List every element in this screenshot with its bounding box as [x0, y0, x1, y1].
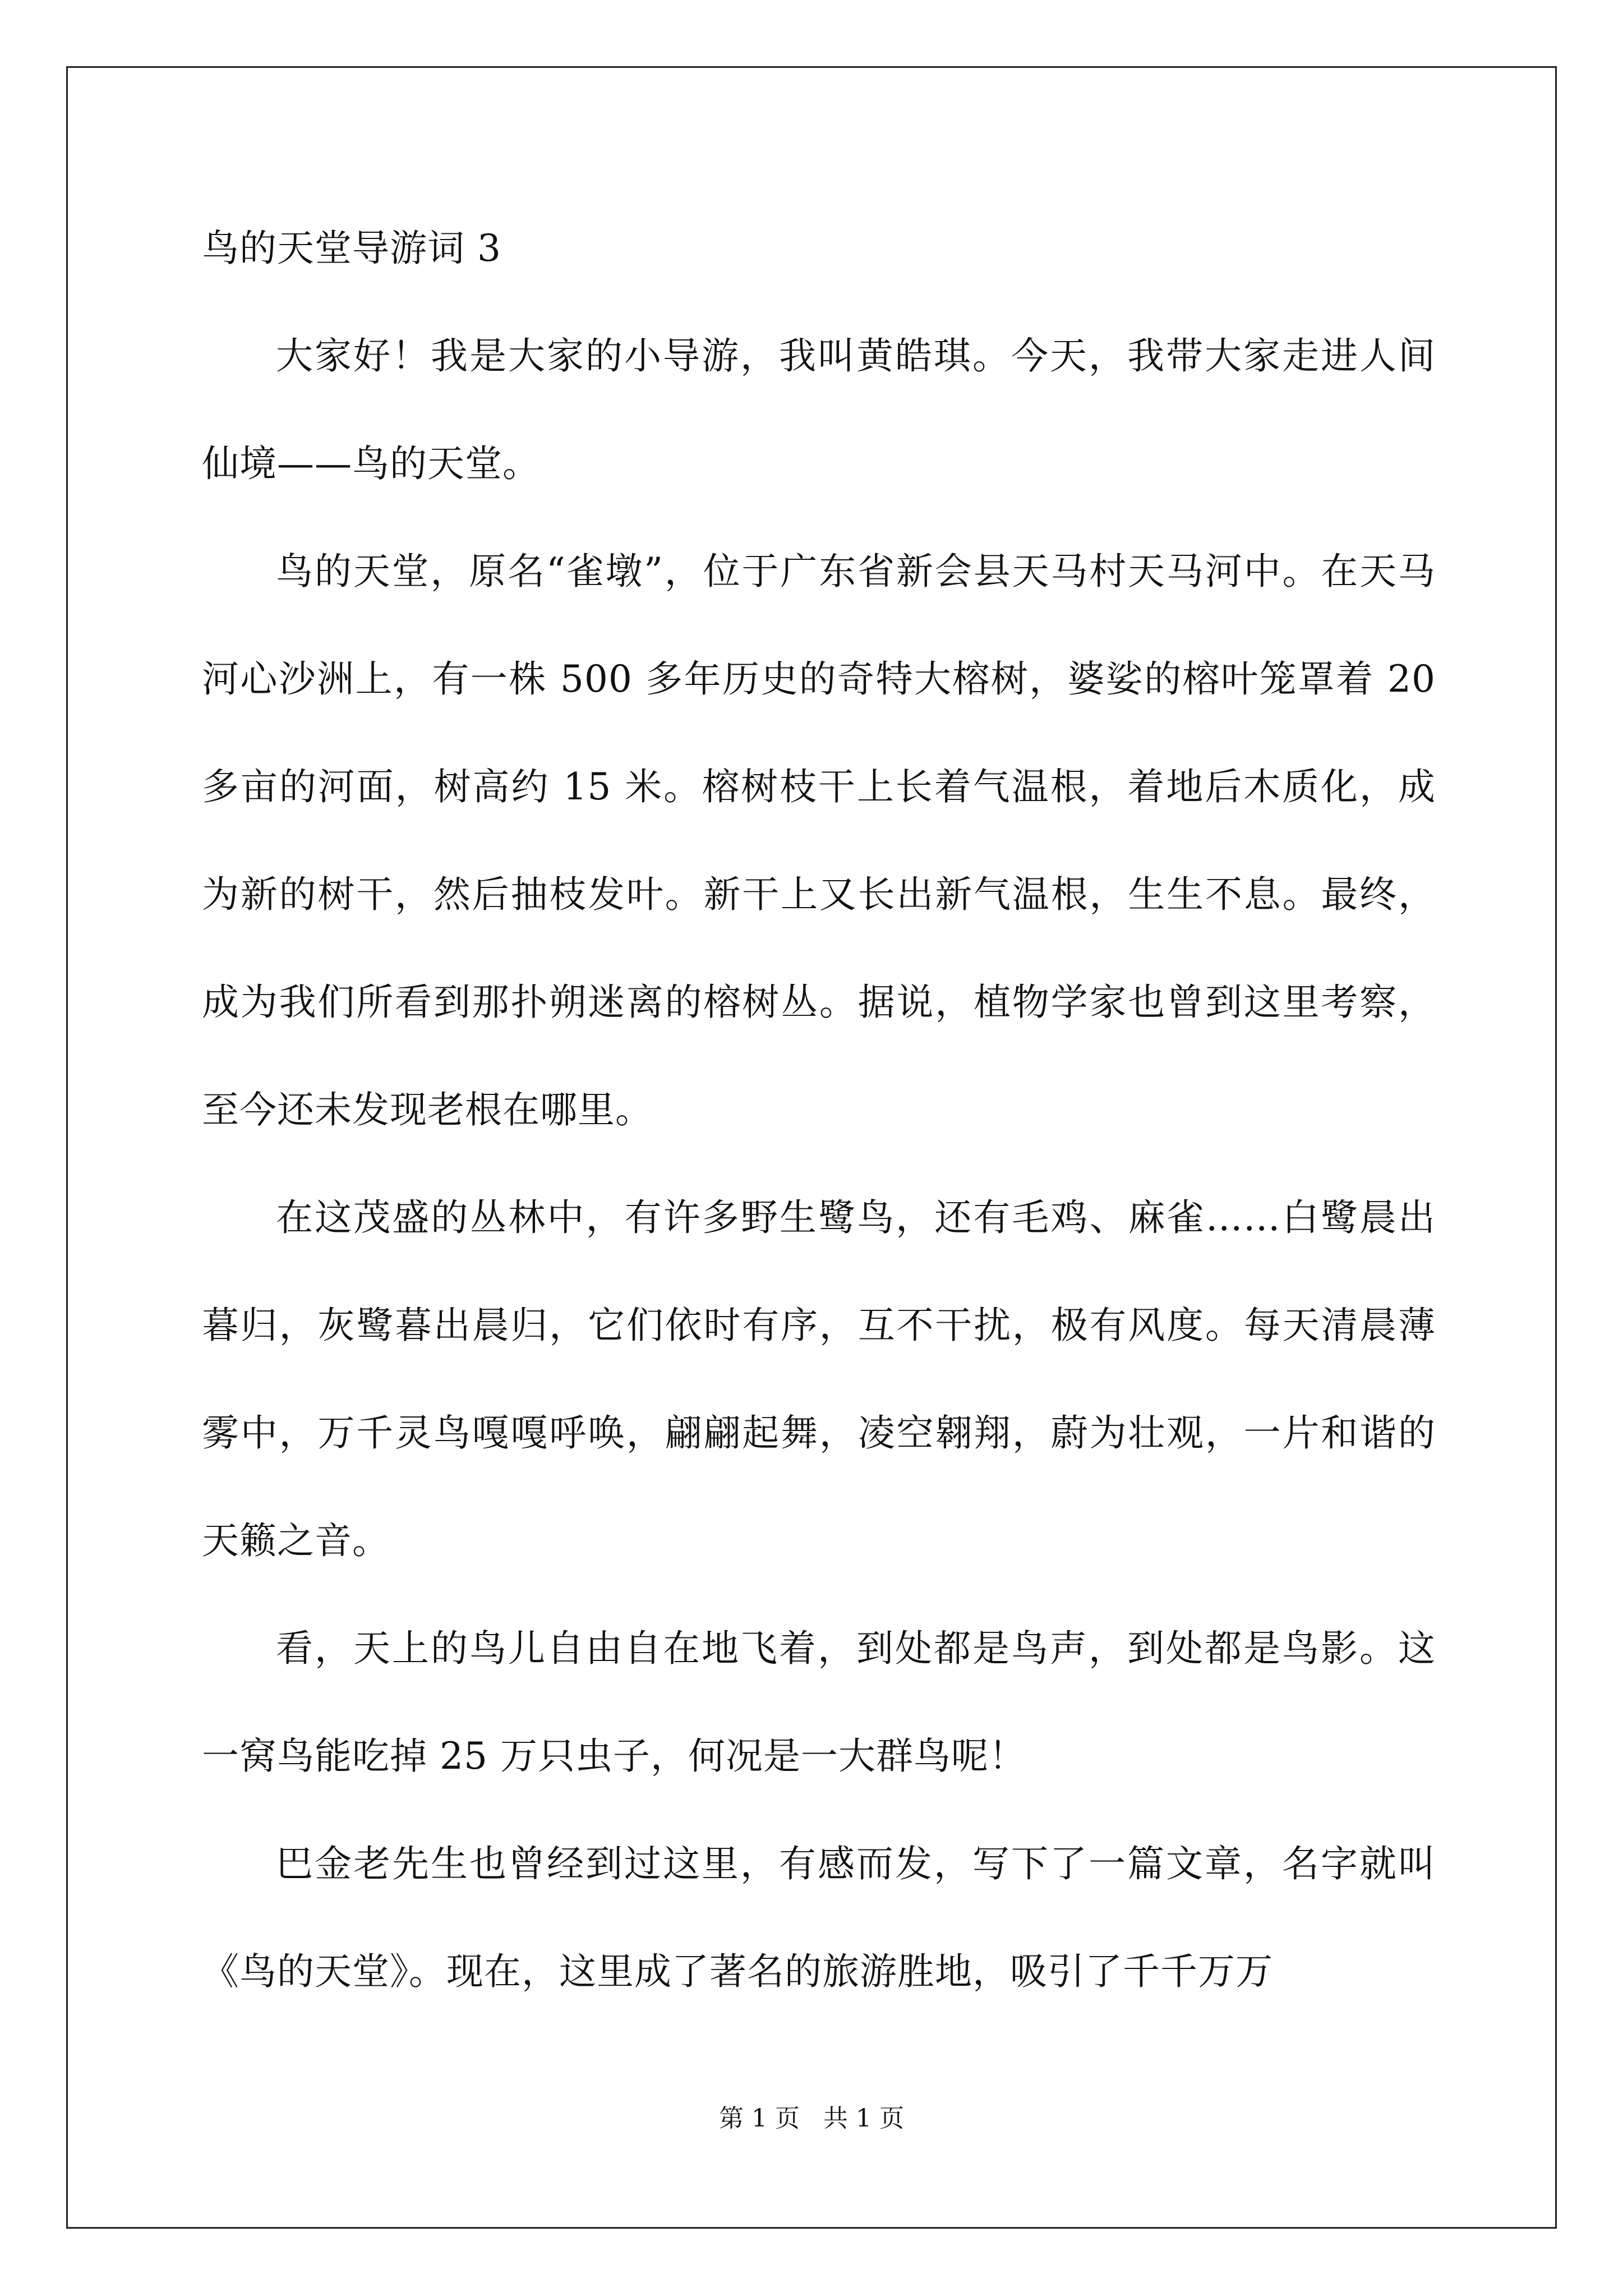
- document-title: 鸟的天堂导游词 3: [202, 227, 501, 270]
- paragraph-bird-flight: 看，天上的鸟儿自由自在地飞着，到处都是鸟声，到处都是鸟影。这一窝鸟能吃掉 25 万只虫子，何况是一大群鸟呢！: [202, 1627, 1436, 1778]
- page-number-footer: 第 1 页 共 1 页: [719, 2104, 904, 2133]
- paragraph-birds: 在这茂盛的丛林中，有许多野生鹭鸟，还有毛鸡、麻雀……白鹭晨出暮归，灰鹭暮出晨归，它们依时有序，互不干扰，极有风度。每天清晨薄雾中，万千灵鸟嘎嘎呼唤，翩翩起舞，凌空翱翔，蔚为壮观，一片和谐的天籁之音。: [202, 1196, 1436, 1562]
- paragraph-bajin: 巴金老先生也曾经到过这里，有感而发，写下了一篇文章，名字就叫《鸟的天堂》。现在，这里成了著名的旅游胜地，吸引了千千万万: [202, 1842, 1436, 1993]
- document-body: [202, 222, 1436, 2026]
- paragraph-greeting: 大家好！我是大家的小导游，我叫黄皓琪。今天，我带大家走进人间仙境——鸟的天堂。: [202, 334, 1436, 485]
- paragraph-banyan-tree: 鸟的天堂，原名“雀墩”，位于广东省新会县天马村天马河中。在天马河心沙洲上，有一株 500 多年历史的奇特大榕树，婆娑的榕叶笼罩着 20 多亩的河面，树高约 15 米。榕树枝干上长着气温根，着地后木质化，成为新的树干，然后抽枝发叶。新干上又长出新气温根，生生不息。最终，成为我们所看到那扑朔迷离的榕树丛。据说，植物学家也曾到这里考察，至今还未发现老根在哪里。: [202, 550, 1436, 1131]
